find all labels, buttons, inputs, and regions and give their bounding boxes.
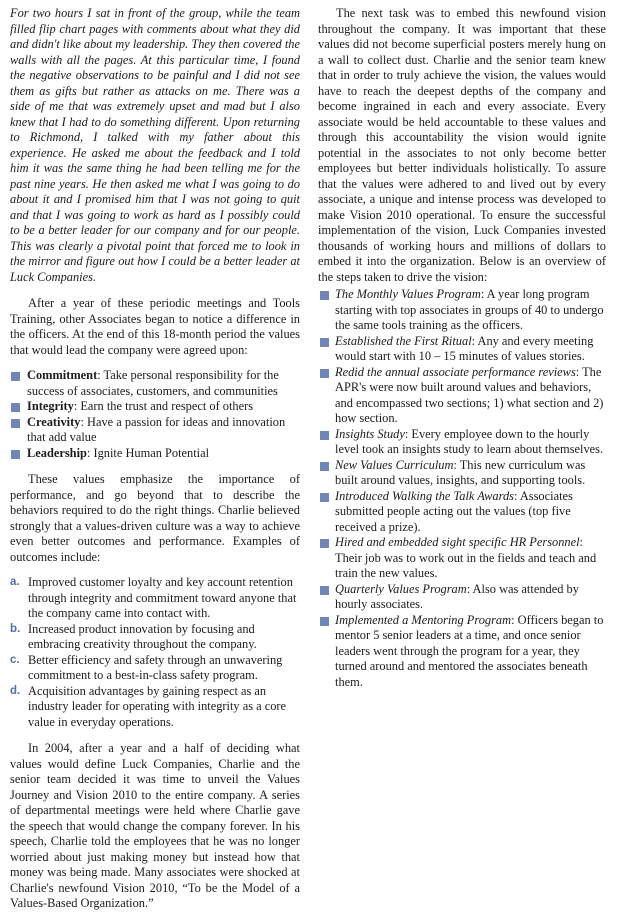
outcome-item [10, 684, 300, 731]
square-bullet-icon [320, 539, 329, 548]
square-bullet-icon [11, 450, 20, 459]
outcome-text: Increased product innovation by focusing and embracing creativity throughout the company. [28, 621, 257, 651]
outcome-letter: b. [10, 622, 21, 635]
step-desc: : Every employee down to the hourly level took an insights study to learn about themselves. [335, 426, 604, 456]
square-bullet-icon [11, 403, 20, 412]
steps-list [318, 287, 606, 690]
outcome-text: Improved customer loyalty and key account retention through integrity and commitment toward anyone that the company came into contact with. [28, 575, 297, 620]
step-item [318, 427, 606, 458]
step-item [318, 535, 606, 582]
step-title: Insights Study [335, 426, 405, 441]
square-bullet-icon [320, 431, 329, 440]
intro-quote: For two hours I sat in front of the group, while the team filled flip chart pages with comments about what they did and didn't like about my leadership. They then covered the walls with all the pages. At this particular time, I found the negative observations to be painful and I did not see them as gifts but rather as attacks on me. There was a side of me that was extremely upset and mad but I also knew that I had to do something different. Upon returning to Richmond, I talked with my father about this experience. He asked me about the feedback and I told him it was the same thing he had been telling me for the past nine years. He then asked me what I was going to do about it and I promised him that I was not going to quit and that I was going to work as hard as I possibly could to be a better leader for our company and for our people. This was clearly a pivotal point that forced me to look in the mirror and figure out how I could be a better leader at Luck Companies. [10, 6, 300, 284]
outcome-item [10, 653, 300, 684]
outcome-letter: a. [10, 576, 20, 588]
step-desc: : This new curriculum was built around values, insights, and supporting tools. [335, 457, 586, 487]
step-title: New Values Curriculum [335, 457, 454, 472]
step-desc: : A year long program starting with top associates in groups of 40 to undergo the same tools training as the officers. [335, 287, 604, 332]
value-item [10, 399, 300, 415]
outcome-letter: d. [10, 684, 21, 697]
outcome-item [10, 575, 300, 622]
step-item [318, 287, 606, 334]
square-bullet-icon [320, 338, 329, 347]
value-term: Commitment [27, 368, 98, 382]
step-item [318, 458, 606, 489]
step-desc: : Their job was to work out in the fields and teach and train the new values. [335, 535, 597, 580]
step-desc: : Officers began to mentor 5 senior leaders at a time, and once senior leaders went through the program for a year, they turned around and mentored the associates beneath them. [335, 612, 604, 689]
outcome-item [10, 622, 300, 653]
value-desc: : Have a passion for ideas and innovation that add value [27, 414, 286, 444]
left-column [10, 6, 300, 912]
paragraph-values-emphasize: These values emphasize the importance of performance, and go beyond that to describe the behaviors required to do the right things. Charlie believed strongly that a values-driven culture was a way to achieve even better outcomes and performance. Examples of outcomes include: [10, 472, 300, 564]
outcome-letter: c. [10, 653, 20, 666]
step-item [318, 489, 606, 536]
paragraph-next-task: The next task was to embed this newfound vision throughout the company. It was important that these values did not become superficial posters merely hung on a wall to collect dust. Charlie and the senior team knew that in order to truly achieve the vision, the values would have to reach the deepest depths of the company and become ingrained in each and every associate. Every associate would be held accountable to these values and through this accountability the vision would ignite potential in the associates to not only become better employees but better individuals holistically. To assure that the values were adhered to and lived out by every associate, a unique and intense process was developed to make Vision 2010 operational. To ensure the successful implementation of the vision, Luck Companies invested thousands of working hours and millions of dollars to embed it into the organization. Below is an overview of the steps taken to drive the vision: [318, 6, 606, 284]
step-title: Quarterly Values Program [335, 581, 467, 596]
step-desc: : The APR's were now built around values and behaviors, and encompassed two sections; 1) what section and 2) how section. [335, 364, 604, 425]
paragraph-2004: In 2004, after a year and a half of deciding what values would define Luck Companies, Charlie and the senior team decided it was time to unveil the Values Journey and Vision 2010 to the entire company. A series of departmental meetings were held where Charlie gave the speech that would change the company forever. In his speech, Charlie told the employees that he was no longer worried about just making money but instead how that money was being made. Many associates were shocked at Charlie's newfound Vision 2010, “To be the Model of a Values-Based Organization.” [10, 741, 300, 910]
square-bullet-icon [320, 586, 329, 595]
square-bullet-icon [320, 462, 329, 471]
value-term: Leadership [27, 445, 87, 460]
value-desc: : Take personal responsibility for the success of associates, customers, and communities [27, 368, 279, 398]
value-item [10, 415, 300, 446]
value-term: Integrity [27, 399, 74, 413]
step-item [318, 582, 606, 613]
outcomes-list [10, 575, 300, 730]
value-desc: : Ignite Human Potential [86, 445, 210, 460]
right-column [318, 6, 606, 690]
step-desc: : Also was attended by hourly associates. [335, 581, 579, 611]
outcome-text: Acquisition advantages by gaining respect as an industry leader for operating with integrity as a core value in everyday operations. [28, 683, 287, 729]
step-item [318, 365, 606, 427]
value-term: Creativity [27, 414, 81, 429]
square-bullet-icon [320, 617, 329, 626]
square-bullet-icon [320, 493, 329, 502]
step-title: Implemented a Mentoring Program [335, 612, 512, 627]
step-title: The Monthly Values Program [335, 287, 481, 301]
step-title: Hired and embedded sight specific HR Personnel [335, 535, 580, 549]
value-item [10, 446, 300, 462]
outcome-text: Better efficiency and safety through an unwavering commitment to a best-in-class safety program. [28, 652, 283, 682]
value-desc: : Earn the trust and respect of others [73, 399, 254, 413]
values-list [10, 368, 300, 461]
step-item [318, 613, 606, 691]
step-item [318, 334, 606, 365]
step-title: Established the First Ritual [335, 333, 472, 348]
value-item [10, 368, 300, 399]
square-bullet-icon [320, 369, 329, 378]
step-title: Redid the annual associate performance reviews [335, 364, 576, 379]
step-title: Introduced Walking the Talk Awards [335, 488, 514, 503]
paragraph-after-year: After a year of these periodic meetings and Tools Training, other Associates began to notice a difference in the officers. At the end of this 18-month period the values that would lead the company were agreed upon: [10, 296, 300, 357]
square-bullet-icon [320, 291, 329, 300]
step-desc: : Any and every meeting would start with 10 – 15 minutes of values stories. [335, 333, 594, 363]
square-bullet-icon [11, 419, 20, 428]
square-bullet-icon [11, 372, 20, 381]
step-desc: : Associates submitted people acting out the values (top five received a prize). [335, 488, 573, 534]
